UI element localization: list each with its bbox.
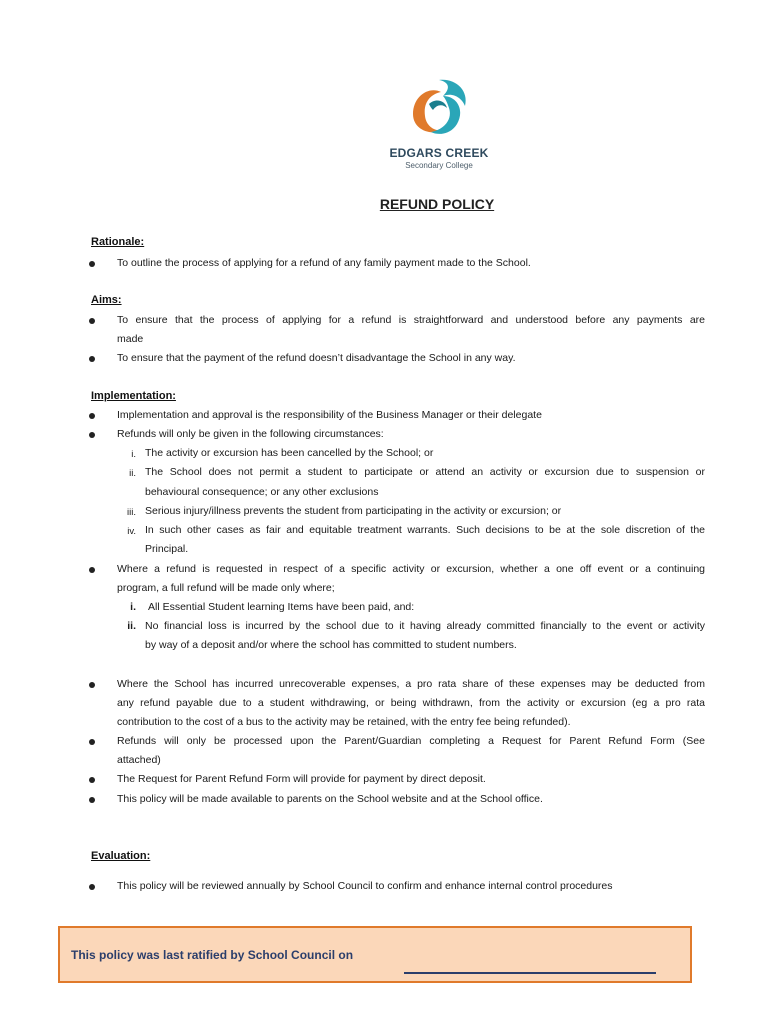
implementation-item-5-line-2: attached) xyxy=(117,754,161,766)
aims-item-1-line-2: made xyxy=(117,333,144,345)
ratification-box xyxy=(58,926,692,983)
rationale-item: To outline the process of applying for a refund of any family payment made to the School. xyxy=(117,257,531,269)
roman-numeral: ii. xyxy=(129,468,136,479)
implementation-item-3-line-2: program, a full refund will be made only where; xyxy=(117,582,335,594)
aims-heading: Aims: xyxy=(91,294,122,306)
circumstance-4-line-2: Principal. xyxy=(145,543,189,555)
implementation-item-4-line-1: Where the School has incurred unrecoverable expenses, a pro rata share of these expenses may be deducted from xyxy=(117,678,705,690)
implementation-item-5-line-1: Refunds will only be processed upon the Parent/Guardian completing a Request for Parent Refund Form (See xyxy=(117,735,705,747)
bullet-icon xyxy=(89,682,95,688)
implementation-item-4-line-3: contribution to the cost of a bus to the activity may be retained, with the entry fee being refunded). xyxy=(117,716,571,728)
circumstance-2-line-2: behavioural consequence; or any other exclusions xyxy=(145,486,379,498)
implementation-item-6: The Request for Parent Refund Form will provide for payment by direct deposit. xyxy=(117,773,486,785)
roman-numeral: i. xyxy=(130,601,136,613)
implementation-item-4-line-2: any refund payable due to a student withdrawing, or being withdrawn, from the activity or excursion (eg a pro rata xyxy=(117,697,705,709)
bullet-icon xyxy=(89,413,95,419)
bullet-icon xyxy=(89,318,95,324)
circumstance-4-line-1: In such other cases as fair and equitable treatment warrants. Such decisions to be at the sole discretion of the xyxy=(145,524,705,536)
ratification-text: This policy was last ratified by School Council on xyxy=(71,948,354,962)
bullet-icon xyxy=(89,432,95,438)
implementation-item-7: This policy will be made available to parents on the School website and at the School office. xyxy=(117,793,543,805)
roman-numeral: iv. xyxy=(127,526,136,537)
circumstance-3: Serious injury/illness prevents the student from participating in the activity or excursion; or xyxy=(145,505,562,517)
aims-item-1-line-1: To ensure that the process of applying for a refund is straightforward and understood before any payments are xyxy=(117,314,705,326)
page-title: REFUND POLICY xyxy=(379,196,495,212)
condition-1: All Essential Student learning Items have been paid, and: xyxy=(148,601,415,613)
roman-numeral: ii. xyxy=(127,620,136,632)
implementation-item-1: Implementation and approval is the responsibility of the Business Manager or their delegate xyxy=(117,409,542,421)
bullet-icon xyxy=(89,777,95,783)
condition-2-line-2: by way of a deposit and/or where the school has committed to student numbers. xyxy=(145,639,517,651)
bullet-icon xyxy=(89,884,95,890)
aims-item-2: To ensure that the payment of the refund doesn’t disadvantage the School in any way. xyxy=(117,352,516,364)
bullet-icon xyxy=(89,356,95,362)
bullet-icon xyxy=(89,567,95,573)
roman-numeral: iii. xyxy=(127,507,136,518)
roman-numeral: i. xyxy=(131,449,136,460)
evaluation-heading: Evaluation: xyxy=(91,850,151,862)
implementation-heading: Implementation: xyxy=(91,390,176,402)
logo-subtitle: Secondary College xyxy=(405,161,473,170)
circumstance-1: The activity or excursion has been cancelled by the School; or xyxy=(145,447,434,459)
school-logo xyxy=(384,74,494,178)
evaluation-item-1: This policy will be reviewed annually by School Council to confirm and enhance internal control procedures xyxy=(117,880,613,892)
ratification-date-line[interactable] xyxy=(404,972,656,974)
circumstance-2-line-1: The School does not permit a student to participate or attend an activity or excursion due to suspension or xyxy=(145,466,705,478)
condition-2-line-1: No financial loss is incurred by the school due to it having already committed financially to the event or activity xyxy=(145,620,705,632)
implementation-item-2: Refunds will only be given in the following circumstances: xyxy=(117,428,384,440)
rationale-heading: Rationale: xyxy=(91,236,145,248)
bullet-icon xyxy=(89,739,95,745)
page-title-wrap xyxy=(0,196,770,214)
logo-name: EDGARS CREEK xyxy=(389,146,489,160)
implementation-item-3-line-1: Where a refund is requested in respect of a specific activity or excursion, whether a one off event or a continuing xyxy=(117,563,705,575)
school-crest-icon xyxy=(399,74,479,144)
bullet-icon xyxy=(89,261,95,267)
bullet-icon xyxy=(89,797,95,803)
